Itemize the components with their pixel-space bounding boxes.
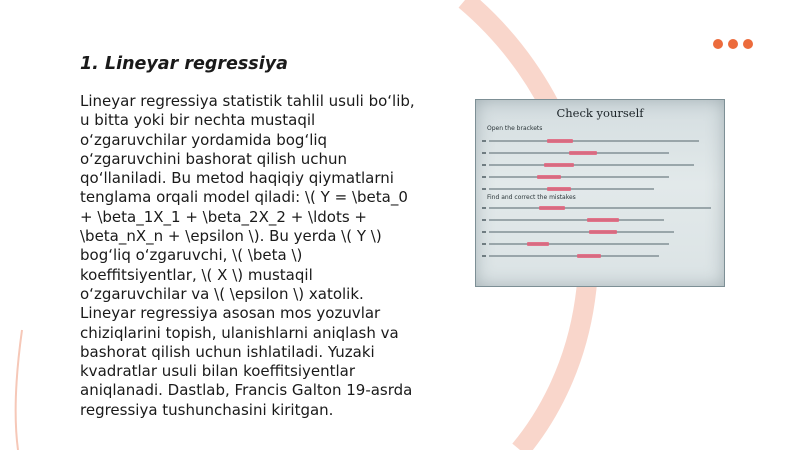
worksheet-line-number — [482, 231, 486, 233]
worksheet-image — [475, 99, 725, 287]
worksheet-line-number — [482, 188, 486, 190]
worksheet-highlight — [527, 242, 549, 246]
worksheet-line-number — [482, 140, 486, 142]
worksheet-line — [489, 140, 699, 142]
worksheet-highlight — [589, 230, 617, 234]
worksheet-line — [489, 231, 674, 233]
worksheet-line-number — [482, 255, 486, 257]
worksheet-line — [489, 176, 669, 178]
worksheet-highlight — [587, 218, 619, 222]
worksheet-line — [489, 219, 664, 221]
worksheet-line — [489, 243, 669, 245]
worksheet-highlight — [577, 254, 601, 258]
worksheet-section-find-mistakes: Find and correct the mistakes — [487, 194, 576, 201]
worksheet-line-number — [482, 219, 486, 221]
worksheet-line-number — [482, 152, 486, 154]
dots-icon — [713, 39, 753, 49]
slide-title: 1. Lineyar regressiya — [80, 54, 288, 74]
worksheet-line — [489, 255, 659, 257]
slide-body-text: Lineyar regressiya statistik tahlil usuli bo‘lib, u bitta yoki bir nechta mustaqil o‘zgaruvchilar yordamida bog‘liq o‘zgaruvchini bashorat qilish uchun qo‘llaniladi. Bu metod haqiqiy qiymatlarni tenglama orqali model qiladi: \( Y = \beta_0 + \beta_1X_1 + \beta_2X_2 + \ldots + \beta_nX_n + \epsilon \). Bu yerda \( Y \) bog‘liq o‘zgaruvchi, \( \beta \) koeffitsiyentlar, \( X \) mustaqil o‘zgaruvchilar va \( \epsilon \) xatolik. Lineyar regressiya asosan mos yozuvlar chiziqlarini topish, ulanishlarni aniqlash va bashorat qilish uchun ishlatiladi. Yuzaki kvadratlar usuli bilan koeffitsiyentlar aniqlanadi. Dastlab, Francis Galton 19-asrda regressiya tushunchasini kiritgan. — [80, 92, 415, 419]
worksheet-line — [489, 188, 654, 190]
worksheet-highlight — [539, 206, 565, 210]
worksheet-highlight — [547, 187, 571, 191]
worksheet-line — [489, 164, 694, 166]
worksheet-highlight — [569, 151, 597, 155]
worksheet-heading: Check yourself — [556, 106, 644, 120]
worksheet-highlight — [544, 163, 574, 167]
worksheet-section-open-brackets: Open the brackets — [487, 125, 543, 132]
worksheet-line-number — [482, 176, 486, 178]
worksheet-line-number — [482, 243, 486, 245]
worksheet-highlight — [537, 175, 561, 179]
worksheet-line-number — [482, 207, 486, 209]
worksheet-highlight — [547, 139, 573, 143]
worksheet-line — [489, 207, 711, 209]
worksheet-line-number — [482, 164, 486, 166]
